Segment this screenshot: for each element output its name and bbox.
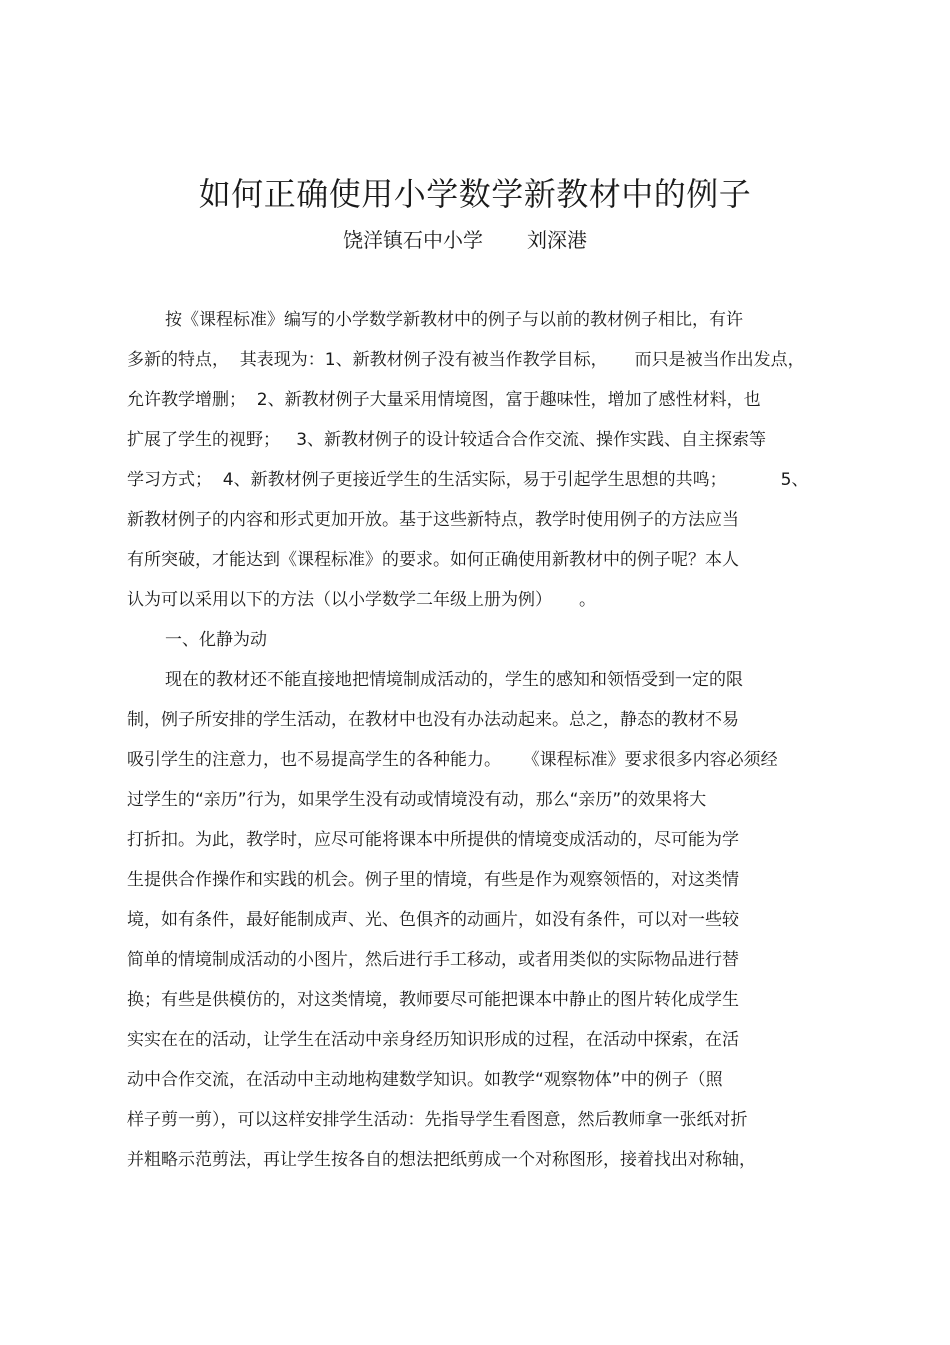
text-line: 吸引学生的注意力，也不易提高学生的各种能力。 《课程标准》要求很多内容必须经 — [127, 750, 778, 770]
text-line: 换；有些是供模仿的，对这类情境，教师要尽可能把课本中静止的图片转化成学生 — [127, 990, 739, 1010]
text-line: 现在的教材还不能直接地把情境制成活动的，学生的感知和领悟受到一定的限 — [165, 670, 743, 690]
text-line: 生提供合作操作和实践的机会。例子里的情境，有些是作为观察领悟的，对这类情 — [127, 870, 739, 890]
text-line: 允许教学增删； 2、新教材例子大量采用情境图，富于趣味性，增加了感性材料，也 — [127, 390, 761, 410]
text-line: 有所突破，才能达到《课程标准》的要求。如何正确使用新教材中的例子呢？本人 — [127, 550, 739, 570]
text-line: 按《课程标准》编写的小学数学新教材中的例子与以前的教材例子相比，有许 — [165, 310, 743, 330]
byline-school: 饶洋镇石中小学 — [343, 228, 483, 252]
text-line: 并粗略示范剪法，再让学生按各自的想法把纸剪成一个对称图形，接着找出对称轴， — [127, 1150, 756, 1170]
text-line: 打折扣。为此，教学时，应尽可能将课本中所提供的情境变成活动的，尽可能为学 — [127, 830, 739, 850]
text-line: 过学生的“亲历”行为，如果学生没有动或情境没有动，那么“亲历”的效果将大 — [127, 790, 707, 810]
document-title: 如何正确使用小学数学新教材中的例子 — [198, 175, 752, 213]
section-heading: 一、化静为动 — [165, 630, 267, 650]
byline — [343, 226, 587, 254]
text-line: 扩展了学生的视野； 3、新教材例子的设计较适合合作交流、操作实践、自主探索等 — [127, 430, 767, 450]
text-line: 多新的特点， 其表现为：1、新教材例子没有被当作教学目标， 而只是被当作出发点， — [127, 350, 805, 370]
text-line: 学习方式； 4、新教材例子更接近学生的生活实际，易于引起学生思想的共鸣； 5、 — [127, 470, 809, 490]
text-line: 制，例子所安排的学生活动，在教材中也没有办法动起来。总之，静态的教材不易 — [127, 710, 739, 730]
text-line: 新教材例子的内容和形式更加开放。基于这些新特点，教学时使用例子的方法应当 — [127, 510, 739, 530]
text-line: 实实在在的活动，让学生在活动中亲身经历知识形成的过程，在活动中探索，在活 — [127, 1030, 739, 1050]
text-line: 样子剪一剪），可以这样安排学生活动：先指导学生看图意，然后教师拿一张纸对折 — [127, 1110, 748, 1130]
text-line: 简单的情境制成活动的小图片，然后进行手工移动，或者用类似的实际物品进行替 — [127, 950, 739, 970]
text-line: 境，如有条件，最好能制成声、光、色俱齐的动画片，如没有条件，可以对一些较 — [127, 910, 739, 930]
byline-author: 刘深港 — [527, 228, 587, 252]
text-line: 认为可以采用以下的方法（以小学数学二年级上册为例） 。 — [127, 590, 597, 610]
text-line: 动中合作交流，在活动中主动地构建数学知识。如教学“观察物体”中的例子（照 — [127, 1070, 723, 1090]
